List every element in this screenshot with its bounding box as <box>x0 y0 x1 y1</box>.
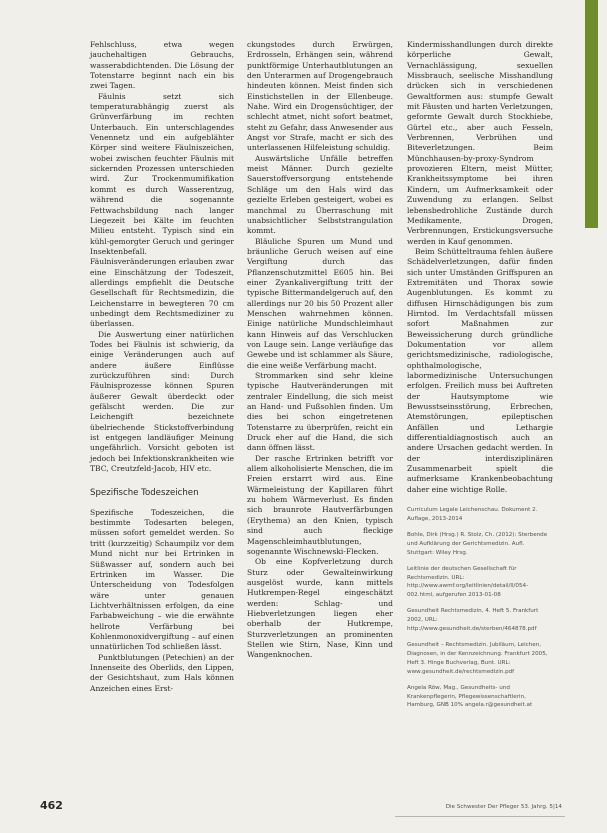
references <box>407 504 553 710</box>
text-column-right <box>407 40 553 717</box>
footer-rule <box>395 816 565 817</box>
running-footer: Die Schwester Der Pfleger 53. Jahrg. 5|14 <box>445 804 562 810</box>
reference-item: Bohle, Dirk (Hrsg.) R. Stolz, Ch. (2012): Sterbende und Aufklärung der Gerichtsmedizin. Aufl. Stuttgart: Wiley Hrsg. <box>407 531 548 556</box>
page-number: 462 <box>40 799 63 812</box>
paragraph: ckungstodes durch Erwürgen, Erdrosseln, Erhängen sein, während punktförmige Unterhautblutungen an den Unterarmen auf Drogengebrauch hindeuten können. Meist finden sich Einstichstellen in der Ellenbeuge. Nahe. Wird ein Drogensüchtiger, der schlecht atmet, nicht sofort beatmet, steht zu Gefahr, dass Anwesender aus Angst vor Strafe, macht er sich des unterlassenen Hilfeleistung schuldig. <box>247 40 393 153</box>
section-heading: Spezifische Todeszeichen <box>90 488 199 499</box>
paragraph: Ob eine Kopfverletzung durch Sturz oder Gewalteinwirkung ausgelöst wurde, kann mittels Hutkrempen-Regel eingeschätzt werden: Schlag- und Hiebverletzungen liegen eher oberhalb der Hutkrempe, Sturzverletzungen an prominenten Stellen wie Stirn, Nase, Kinn und Wangenknochen. <box>247 557 393 660</box>
reference-item: Leitlinie der deutschen Gesellschaft für Rechtsmedizin. URL: http://www.awmf.org/leitlinien/detail/ll/054-002.html, aufgerufen 2013-01-08 <box>407 565 529 599</box>
reference-item: Curriculum Legale Leichenschau. Dokument 2. Auflage, 2013-2014 <box>407 507 538 523</box>
accent-bar <box>585 0 598 228</box>
paragraph: Bläuliche Spuren um Mund und bräunliche Geruch weisen auf eine Vergiftung durch das Pflanzenschutzmittel E605 hin. Bei einer Zyankalivergiftung tritt der typische Bittermandelgeruch auf, den allerdings nur 20 bis 50 Prozent aller Menschen wahrnehmen können. Einige natürliche Mundschleimhaut kann Hinweis auf das Verschlucken von Lauge sein. Lange verläufige das Gewebe und ist schlammer als Säure, die eine weiße Verfärbung macht. <box>247 236 393 370</box>
paragraph: Spezifische Todeszeichen, die bestimmte Todesarten belegen, müssen sofort gemeldet werden. So tritt (kurzzeitig) Schaumpilz vor dem Mund nicht nur bei Ertrinken in Süßwasser auf, sondern auch bei Ertrinken im Wasser. Die Unterscheidung von Todesfolgen wäre unter genauen Lichtverhältnissen erfolgen, da eine Farbabweichung – wie die erwähnte hellrote Verfärbung bei Kohlenmonoxidvergiftung – auf einen unnatürlichen Tod schließen lässt. <box>90 507 234 652</box>
reference-item: Gesundheit Rechtsmedizin, 4. Heft 5. Frankfurt 2002, URL: http://www.gesundheit.de/sterben/464878.pdf <box>407 608 539 633</box>
paragraph: Fehlschluss, etwa wegen jauchehaltigen Gebrauchs, wasserabdichtenden. Die Lösung der Totenstarre beginnt nach ein bis zwei Tagen. <box>90 40 234 91</box>
text-column-left <box>90 40 234 694</box>
paragraph: Strommarken sind sehr kleine typische Hautveränderungen mit zentraler Eindellung, die sich meist an Hand- und Fußsohlen finden. Um dies bei schon eingetretenen Totenstarre zu überprüfen, reicht ein Druck eher auf die Hand, die sich dann öffnen lässt. <box>247 371 393 453</box>
paragraph: Der rasche Ertrinken betrifft vor allem alkoholisierte Menschen, die im Freien erstarrt wird aus. Eine Wärmeleistung der Kapillaren führt zu hohem Wärmeverlust. Es finden sich braunrote Hautverfärbungen (Erythema) an den Knien, typisch sind auch fleckige Magenschleimhautblutungen, sogenannte Wischnewski-Flecken. <box>247 453 393 556</box>
paragraph: Beim Schütteltrauma fehlen äußere Schädelverletzungen, dafür finden sich unter Umständen Griffspuren an Extremitäten und Thorax sowie Augenblutungen. Es kommt zu diffusen Hirnschädigungen bis zum Hirntod. Im Verdachtsfall müssen sofort Maßnahmen zur Beweissicherung durch gründliche Dokumentation vor allem gerichtsmedizinische, radiologische, ophthalmologische, labormedizinische Untersuchungen erfolgen. Freilich muss bei Auftreten der Hautsymptome wie Bewusstseinsstörung, Erbrechen, Atemstörungen, epileptischen Anfällen und Lethargie differentialdiagnostisch auch an andere Ursachen gedacht werden. In der interdisziplinären Zusammenarbeit spielt die aufmerksame Krankenbeobachtung daher eine wichtige Rolle. <box>407 246 553 494</box>
reference-item: Gesundheit – Rechtsmedizin. Jubiläum, Leichen, Diagnosen, in der Kennzeichnung. Frankfurt 2005, Heft 3. Hinge Buchverlag, Bunt. URL: www.gesundheit.de/rechtsmedizin.pdf <box>407 642 548 675</box>
paragraph: Die Auswertung einer natürlichen Todes bei Fäulnis ist schwierig, da einige Veränderungen auch auf andere äußere Einflüsse zurückzuführen sind: Durch Fäulnisprozesse können Spuren äußerer Gewalt überdeckt oder gefälscht werden. Die zur Leichengift bezeichnete übelriechende Stickstoffverbindung ist entgegen landläufiger Meinung ungefährlich. Vorsicht geboten ist jedoch bei Infektionskrankheiten wie TBC, Creutzfeld-Jacob, HIV etc. <box>90 329 234 474</box>
paragraph: Kindermisshandlungen durch direkte körperliche Gewalt, Vernachlässigung, sexuellen Missbrauch, seelische Misshandlung drücken sich in verschiedenen Gewaltformen aus: stumpfe Gewalt mit Fäusten und harten Verletzungen, geformte Gewalt durch Stockhiebe, Gürtel etc., aber auch Fesseln, Verbrennen, Verbrühen und Biteverletzungen. Beim Münchhausen-by-proxy-Syndrom provozieren Eltern, meist Mütter, Krankheitssymptome bei ihren Kindern, um Aufmerksamkeit oder Zuwendung zu erlangen. Selbst lebensbedrohliche Zustände durch Medikamente, Drogen, Verbrennungen, Erstickungsversuche werden in Kauf genommen. <box>407 40 553 246</box>
paragraph: Punktblutungen (Petechien) an der Innenseite des Oberlids, den Lippen, der Gesichtshaut, zum Hals können Anzeichen eines Erst- <box>90 652 234 693</box>
author-info: Angela Röw, Mag., Gesundheits- und Krankenpflegerin, Pflegewissenschaftlerin, Hamburg, GNB 10% angela.r@gesundheit.at <box>407 684 533 709</box>
paragraph: Auswärtsliche Unfälle betreffen meist Männer. Durch gezielte Sauerstoffversorgung entstehende Schläge um den Hals wird das gezielte Erleben gesteigert, wobei es manchmal zu Überraschung mit unabsichtlicher Selbststrangulation kommt. <box>247 153 393 236</box>
text-column-middle <box>247 40 393 661</box>
paragraph: Fäulnis setzt sich temperaturabhängig zuerst als Grünverfärbung im rechten Unterbauch. Ein unterschlagendes Venennetz und ein aufgeblähter Körper sind weitere Fäulniszeichen, wobei zwischen feuchter Fäulnis mit sickernden Prozessen unterschieden wird. Zur Trockenmumifikation kommt es durch Wasserentzug, während die sogenannte Fettwachsbildung nach langer Liegezeit bei Kälte im feuchten Milieu entsteht. Typisch sind ein kühl-gemorgter Geruch und geringer Insektenbefall. Fäulnisveränderungen erlauben zwar eine Einschätzung der Todeszeit, allerdings empfiehlt die Deutsche Gesellschaft für Rechtsmedizin, die Leichenstarre in bewegteren 70 cm unbedingt dem Rechtsmediziner zu überlassen. <box>90 91 234 329</box>
